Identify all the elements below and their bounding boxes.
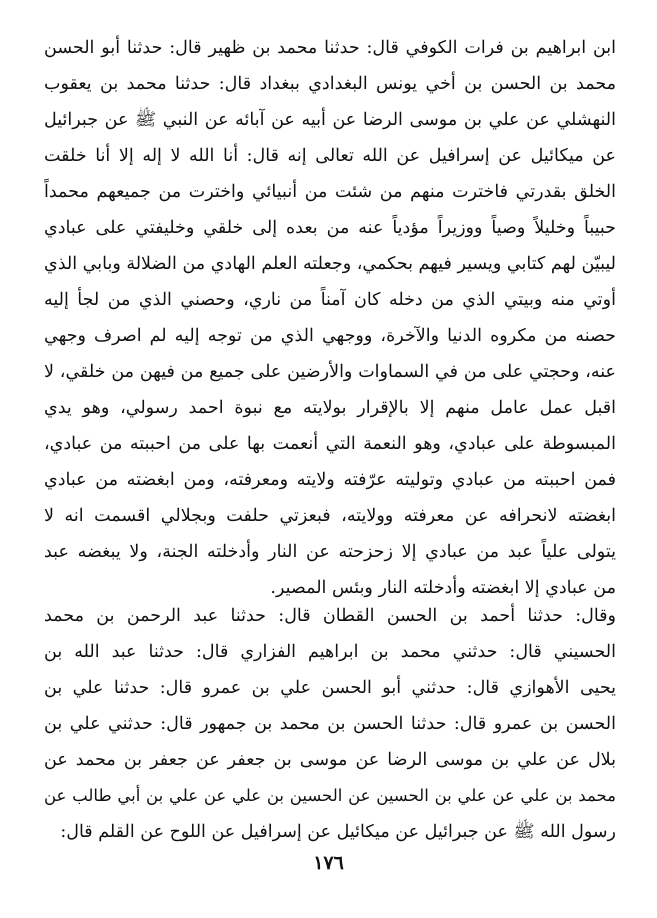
text-line: محمد بن الحسن بن أخي يونس البغدادي ببغداد قال: حدثنا محمد بن يعقوب (44, 74, 616, 94)
text-line: اقبل عمل عامل منهم إلا بالإقرار بولايته مع نبوة احمد رسولي، وهو يدي (44, 398, 616, 418)
text-line: عن ميكائيل عن إسرافيل عن الله تعالى إنه قال: أنا الله لا إله إلا أنا خلقت (44, 146, 616, 166)
text-line-last: رسول الله ﷺ عن جبرائيل عن ميكائيل عن إسرافيل عن اللوح عن القلم قال: (60, 822, 616, 842)
text-line: ابغضته لانحرافه عن معرفته وولايته، فبعزتي حلفت وبجلالي اقسمت انه لا (44, 506, 616, 526)
text-line: الحسن بن عمرو قال: حدثنا الحسن بن محمد بن جمهور قال: حدثني علي بن (44, 714, 616, 734)
text-line: يحيى الأهوازي قال: حدثني أبو الحسن علي بن عمرو قال: حدثنا علي بن (44, 678, 616, 698)
paragraph-1 (44, 30, 616, 606)
text-line: الخلق بقدرتي فاخترت منهم من شئت من أنبيائي واخترت من جميعهم محمداً (44, 182, 616, 202)
text-line: فمن احببته من عبادي وتوليته عرّفته ولايته ومعرفته، ومن ابغضته من عبادي (44, 470, 616, 490)
text-line: حبيباً وخليلاً وصياً ووزيراً مؤدياً عنه من بعده إلى خلقي وخليفتي على عبادي (44, 218, 616, 238)
text-line: ليبيّن لهم كتابي ويسير فيهم بحكمي، وجعلته العلم الهادي من الضلالة وبابي الذي (44, 254, 616, 274)
text-line: ابن ابراهيم بن فرات الكوفي قال: حدثنا محمد بن ظهير قال: حدثنا أبو الحسن (44, 38, 616, 58)
text-line: بلال عن علي بن موسى الرضا عن موسى بن جعفر عن جعفر بن محمد عن (44, 750, 616, 770)
text-line-last: من عبادي إلا ابغضته وأدخلته النار وبئس المصير. (270, 578, 616, 598)
text-line: وقال: حدثنا أحمد بن الحسن القطان قال: حدثنا عبد الرحمن بن محمد (44, 606, 616, 626)
text-line: الحسيني قال: حدثني محمد بن ابراهيم الفزاري قال: حدثنا عبد الله بن (44, 642, 616, 662)
text-line: يتولى علياً عبد من عبادي إلا زحزحته عن النار وأدخلته الجنة، ولا يبغضه عبد (44, 542, 616, 562)
text-line: النهشلي عن علي بن موسى الرضا عن أبيه عن آبائه عن النبي ﷺ عن جبرائيل (44, 110, 616, 130)
text-line: المبسوطة على عبادي، وهو النعمة التي أنعمت بها على من احببته من عبادي، (44, 434, 616, 454)
text-line: أوتي منه وبيتي الذي من دخله كان آمناً من ناري، وحصني الذي من لجأ إليه (44, 290, 616, 310)
text-line: محمد بن علي عن علي بن الحسين عن الحسين بن علي عن علي بن أبي طالب عن (44, 786, 616, 805)
text-line: عنه، وحجتي على من في السماوات والأرضين على جميع من فيهن من خلقي، لا (44, 362, 616, 382)
page-number: ١٧٦ (313, 852, 344, 874)
paragraph-2 (44, 598, 616, 850)
text-line: حصنه من مكروه الدنيا والآخرة، ووجهي الذي من توجه إليه لم اصرف وجهي (44, 326, 616, 346)
